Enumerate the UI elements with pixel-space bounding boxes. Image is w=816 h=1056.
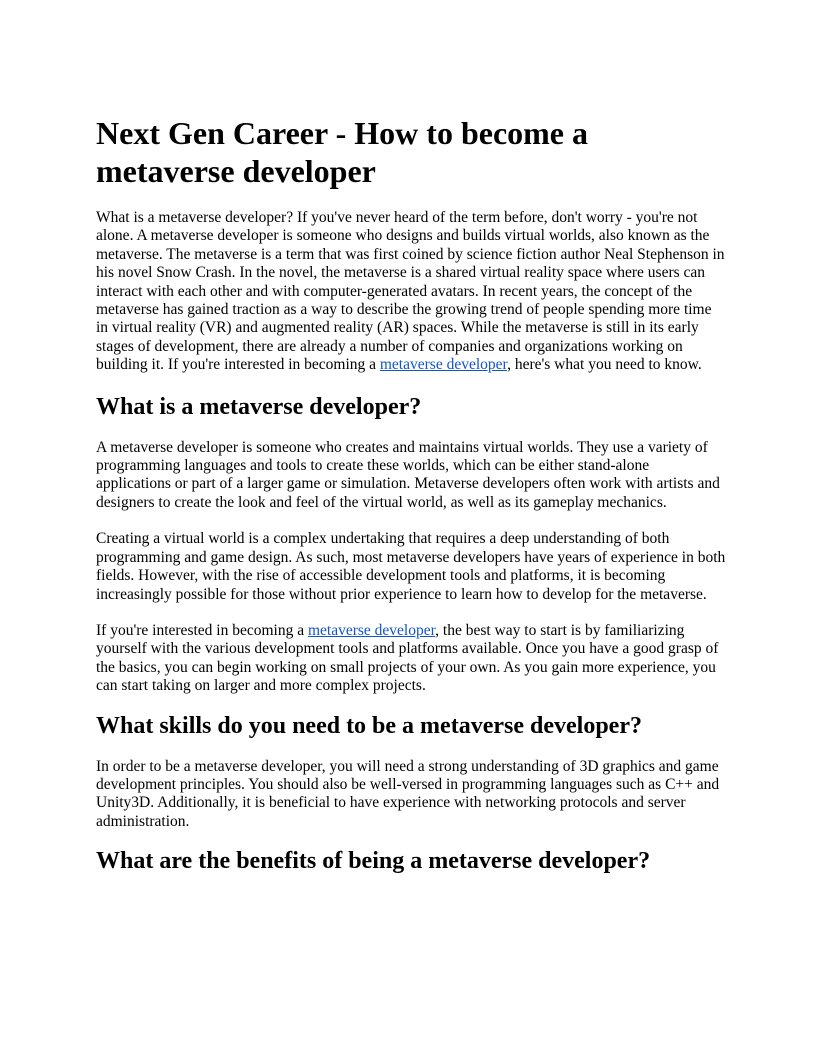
section-heading-skills: What skills do you need to be a metaverse developer? xyxy=(96,712,642,739)
what-is-p3-after: , the best way to start is by familiarizing yourself with the various development tools and platforms available. Once you have a good grasp of the basics, you can begin working on small projects of your own. As you gain more experience, you can start taking on larger and more complex projects. xyxy=(96,621,719,695)
what-is-paragraph-1: A metaverse developer is someone who creates and maintains virtual worlds. They use a variety of programming languages and tools to create these worlds, which can be either stand-alone applications or part of a larger game or simulation. Metaverse developers often work with artists and designers to create the look and feel of the virtual world, as well as its gameplay mechanics. xyxy=(96,438,720,511)
metaverse-developer-link[interactable]: metaverse developer xyxy=(379,356,508,374)
intro-text-before: What is a metaverse developer? If you've never heard of the term before, don't worry - you're not alone. A metaverse developer is someone who designs and builds virtual worlds, also known as the metaverse. The metaverse is a term that was first coined by science fiction author Neal Stephenson in his novel Snow Crash. In the novel, the metaverse is a shared virtual reality space where users can interact with each other and with computer-generated avatars. In recent years, the concept of the metaverse has gained traction as a way to describe the growing trend of people spending more time in virtual reality (VR) and augmented reality (AR) spaces. While the metaverse is still in its early stages of development, there are already a number of companies and organizations working on building it. If you're interested in becoming a xyxy=(96,209,725,374)
skills-paragraph: In order to be a metaverse developer, you will need a strong understanding of 3D graphics and game development principles. You should also be well-versed in programming languages such as C++ and Unity3D. Additionally, it is beneficial to have experience with networking protocols and server administration. xyxy=(96,757,720,830)
what-is-paragraph-2: Creating a virtual world is a complex undertaking that requires a deep understanding of both programming and game design. As such, most metaverse developers have years of experience in both fields. However, with the rise of accessible development tools and platforms, it is becoming increasingly possible for those without prior experience to learn how to develop for the metaverse. xyxy=(96,530,726,603)
article-title: Next Gen Career - How to become a metaverse developer xyxy=(96,115,588,189)
intro-text-after: , here's what you need to know. xyxy=(507,356,702,374)
section-heading-benefits: What are the benefits of being a metaverse developer? xyxy=(96,848,651,875)
section-heading-what-is: What is a metaverse developer? xyxy=(96,393,422,420)
what-is-paragraph-3 xyxy=(96,622,726,696)
metaverse-developer-link-2[interactable]: metaverse developer xyxy=(307,621,436,639)
intro-paragraph xyxy=(96,209,726,375)
document-page xyxy=(96,114,726,893)
what-is-p3-before: If you're interested in becoming a xyxy=(96,621,308,639)
